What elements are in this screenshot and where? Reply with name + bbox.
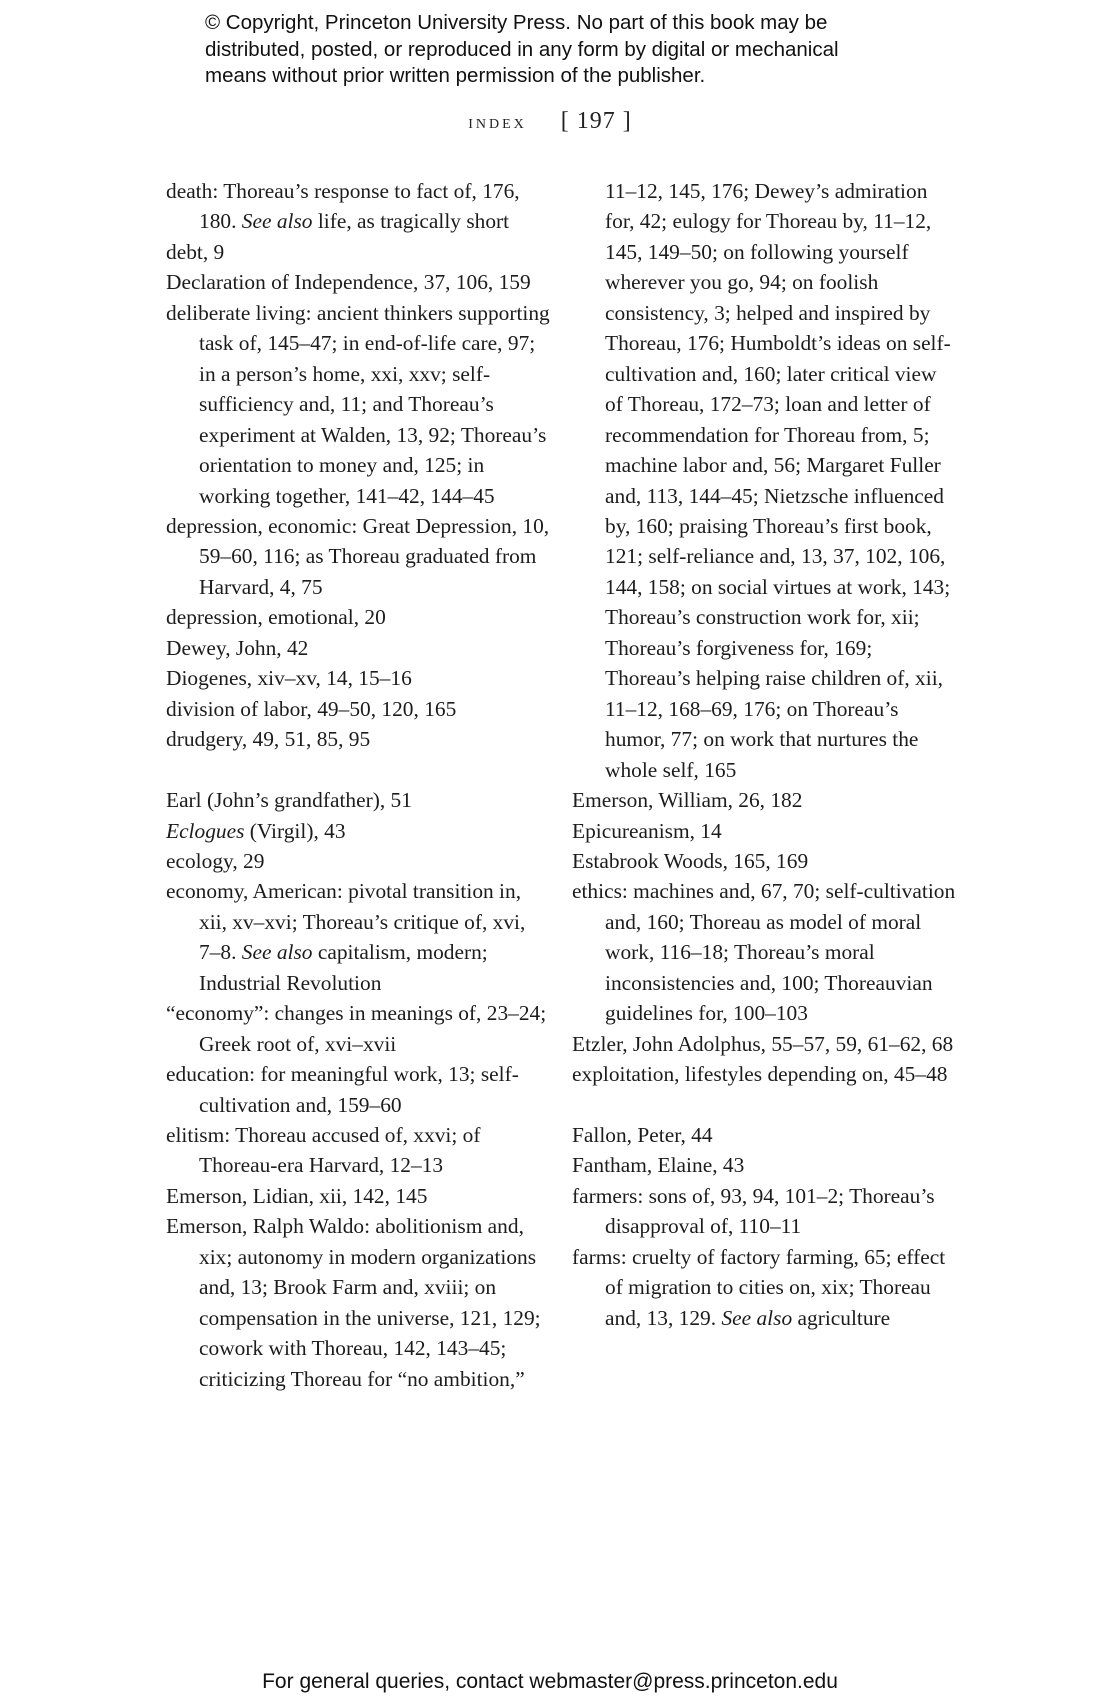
index-entry	[166, 602, 551, 632]
entry-text: ethics: machines and, 67, 70; self-cultivation and, 160; Thoreau as model of moral work, 116–18; Thoreau’s moral inconsistencies and, 100; Thoreauvian guidelines for, 100–103	[572, 879, 956, 1026]
entry-text: 11–12, 145, 176; Dewey’s admiration for, 42; eulogy for Thoreau by, 11–12, 145, 149–50; on following yourself wherever you go, 94; on foolish consistency, 3; helped and inspired by Thoreau, 176; Humboldt’s ideas on self-cultivation and, 160; later critical view of Thoreau, 172–73; loan and letter of recommendation for Thoreau from, 5; machine labor and, 56; Margaret Fuller and, 113, 144–45; Nietzsche influenced by, 160; praising Thoreau’s first book, 121; self-reliance and, 13, 37, 102, 106, 144, 158; on social virtues at work, 143; Thoreau’s construction work for, xii; Thoreau’s forgiveness for, 169; Thoreau’s helping raise children of, xii, 11–12, 168–69, 176; on Thoreau’s humor, 77; on work that nurtures the whole self, 165	[605, 179, 951, 782]
entry-text: Etzler, John Adolphus, 55–57, 59, 61–62, 68	[572, 1031, 954, 1056]
entry-text: farmers: sons of, 93, 94, 101–2; Thoreau’s disapproval of, 110–11	[572, 1183, 935, 1239]
index-entry	[572, 1150, 957, 1180]
index-entry	[572, 876, 957, 1028]
index-entry	[572, 1242, 957, 1333]
entry-text: elitism: Thoreau accused of, xxvi; of Thoreau-era Harvard, 12–13	[166, 1123, 481, 1178]
entry-text: agriculture	[792, 1305, 891, 1330]
index-entry	[166, 511, 551, 602]
entry-text: education: for meaningful work, 13; self-cultivation and, 159–60	[166, 1062, 519, 1117]
entry-text: Dewey, John, 42	[166, 635, 309, 660]
copyright-notice	[205, 10, 905, 90]
index-entry	[166, 846, 551, 876]
entry-text: Estabrook Woods, 165, 169	[572, 848, 809, 873]
entry-text: Emerson, Lidian, xii, 142, 145	[166, 1183, 428, 1208]
italic-text: See also	[241, 209, 313, 234]
index-entry	[572, 1120, 957, 1150]
entry-text: Diogenes, xiv–xv, 14, 15–16	[166, 666, 412, 691]
page-header	[0, 108, 1100, 135]
letter-section-gap	[166, 755, 551, 785]
index-entry	[166, 998, 551, 1059]
running-head: index	[468, 111, 527, 133]
italic-text: See also	[241, 940, 313, 965]
entry-text: depression, emotional, 20	[166, 605, 386, 630]
index-entry	[572, 1059, 957, 1089]
entry-text: drudgery, 49, 51, 85, 95	[166, 727, 371, 752]
entry-text: life, as tragically short	[312, 209, 510, 234]
entry-text: Epicureanism, 14	[572, 818, 722, 843]
entry-text: farms: cruelty of factory farming, 65; effect of migration to cities on, xix; Thoreau and, 13, 129.	[572, 1244, 946, 1330]
index-entry	[572, 1181, 957, 1242]
entry-text: Emerson, William, 26, 182	[572, 788, 803, 813]
index-entry	[166, 237, 551, 267]
index-entry	[166, 694, 551, 724]
index-entry	[166, 633, 551, 663]
index-entry	[166, 816, 551, 846]
index-entry	[166, 724, 551, 754]
index-entry	[572, 785, 957, 815]
index-entry	[166, 1181, 551, 1211]
index-entry	[572, 816, 957, 846]
index-entry	[166, 1211, 551, 1394]
copyright-line-3: means without prior written permission of the publisher.	[205, 64, 706, 87]
entry-text: division of labor, 49–50, 120, 165	[166, 696, 457, 721]
index-entry	[572, 846, 957, 876]
index-entry-continuation	[572, 176, 957, 785]
index-entry	[166, 1059, 551, 1120]
index-entry	[166, 176, 551, 237]
entry-text: debt, 9	[166, 239, 225, 264]
index-entry	[166, 298, 551, 511]
italic-text: See also	[721, 1305, 793, 1330]
index-entry	[166, 663, 551, 693]
entry-text: Emerson, Ralph Waldo: abolitionism and, xix; autonomy in modern organizations and, 13; Brook Farm and, xviii; on compensation in the universe, 121, 129; cowork with Thoreau, 142, 143–45; criticizing Thoreau for “no ambition,”	[166, 1214, 541, 1391]
entry-text: capitalism, modern; Industrial Revolution	[199, 940, 488, 995]
copyright-line-2: distributed, posted, or reproduced in any form by digital or mechanical	[205, 37, 839, 61]
italic-text: Eclogues	[166, 818, 245, 843]
entry-text: Fallon, Peter, 44	[572, 1123, 713, 1148]
index-column-left	[166, 176, 551, 1394]
index-entry	[166, 876, 551, 998]
index-entry	[166, 267, 551, 297]
entry-text: Declaration of Independence, 37, 106, 159	[166, 270, 531, 295]
index-entry	[166, 785, 551, 815]
page-number: [ 197 ]	[560, 108, 632, 134]
entry-text: “economy”: changes in meanings of, 23–24; Greek root of, xvi–xvii	[166, 1001, 547, 1056]
entry-text: ecology, 29	[166, 848, 265, 873]
entry-text: Earl (John’s grandfather), 51	[166, 788, 412, 813]
letter-section-gap	[572, 1090, 957, 1120]
footer-contact: For general queries, contact webmaster@press.princeton.edu	[262, 1670, 838, 1693]
entry-text: (Virgil), 43	[244, 818, 346, 843]
entry-text: deliberate living: ancient thinkers supporting task of, 145–47; in end-of-life care, 97; in a person’s home, xxi, xxv; self-sufficiency and, 11; and Thoreau’s experiment at Walden, 13, 92; Thoreau’s orientation to money and, 125; in working together, 141–42, 144–45	[166, 300, 550, 508]
copyright-line-1: © Copyright, Princeton University Press. No part of this book may be	[205, 11, 828, 34]
entry-text: Fantham, Elaine, 43	[572, 1153, 745, 1178]
entry-text: economy, American: pivotal transition in, xii, xv–xvi; Thoreau’s critique of, xvi, 7–8.	[166, 879, 526, 965]
index-entry	[572, 1029, 957, 1059]
entry-text: depression, economic: Great Depression, 10, 59–60, 116; as Thoreau graduated from Harvard, 4, 75	[166, 513, 550, 599]
entry-text: exploitation, lifestyles depending on, 45–48	[572, 1062, 948, 1087]
entry-text: death: Thoreau’s response to fact of, 176, 180.	[166, 179, 520, 234]
index-entry	[166, 1120, 551, 1181]
index-column-right	[572, 176, 957, 1333]
